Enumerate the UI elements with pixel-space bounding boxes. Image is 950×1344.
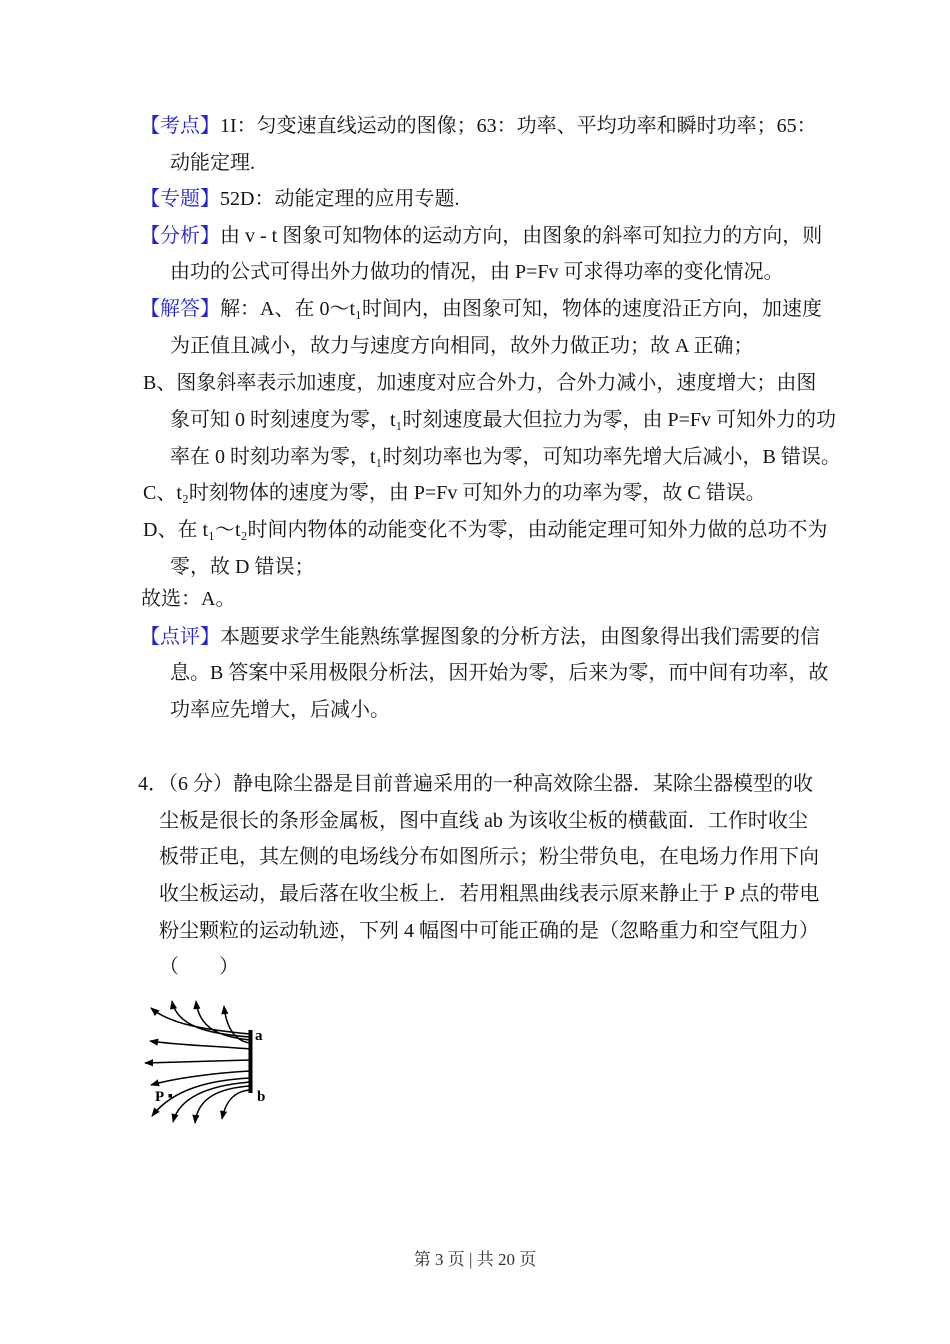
fenxi-line-1 <box>140 223 822 250</box>
dianping-line-3 <box>170 697 390 724</box>
text-segment: 由功的公式可得出外力做功的情况，由 P=Fv 可求得功率的变化情况。 <box>170 261 784 283</box>
question4-line-1 <box>138 771 813 798</box>
text-segment: 板带正电，其左侧的电场线分布如图所示；粉尘带负电，在电场力作用下向 <box>159 846 819 868</box>
text-segment: 收尘板运动，最后落在收尘板上．若用粗黑曲线表示原来静止于 P 点的带电 <box>159 883 820 905</box>
question4-line-3 <box>159 844 819 871</box>
question-figure <box>138 995 283 1135</box>
text-segment: 解：A、在 0～t₁时间内，由图象可知，物体的速度沿正方向，加速度 <box>220 298 822 320</box>
question4-line-2 <box>159 808 808 835</box>
question4-line-4 <box>159 881 819 908</box>
text-segment: 由 v - t 图象可知物体的运动方向，由图象的斜率可知拉力的方向，则 <box>220 225 823 247</box>
jieda-line-1 <box>140 296 822 323</box>
text-segment: 4．（6 分）静电除尘器是目前普遍采用的一种高效除尘器．某除尘器模型的收 <box>138 773 813 795</box>
jieda-line-2 <box>170 333 753 360</box>
text-segment: 故选：A。 <box>141 588 236 610</box>
text-segment: 本题要求学生能熟练掌握图象的分析方法，由图象得出我们需要的信 <box>220 626 820 648</box>
text-segment: 象可知 0 时刻速度为零，t₁时刻速度最大但拉力为零，由 P=Fv 可知外力的功 <box>170 409 837 431</box>
answer-line <box>141 586 235 613</box>
page-number: 第 3 页 | 共 20 页 <box>413 1250 537 1269</box>
text-segment: 52D：动能定理的应用专题. <box>220 188 460 210</box>
jieda-line-8 <box>170 554 314 581</box>
jieda-line-5 <box>170 444 841 471</box>
section-label: 【考点】 <box>140 115 220 137</box>
text-segment: 1I：匀变速直线运动的图像；63：功率、平均功率和瞬时功率；65： <box>220 115 817 137</box>
label-p: P <box>155 1089 165 1105</box>
text-segment: 动能定理. <box>170 152 255 174</box>
kaodian-line-1 <box>140 113 817 140</box>
text-segment: B、图象斜率表示加速度，加速度对应合外力，合外力减小，速度增大；由图 <box>143 372 817 394</box>
text-segment: 为正值且减小，故力与速度方向相同，故外力做正功；故 A 正确； <box>170 335 754 357</box>
section-label: 【分析】 <box>140 225 220 247</box>
text-segment: 尘板是很长的条形金属板，图中直线 ab 为该收尘板的横截面．工作时收尘 <box>159 810 808 832</box>
text-segment: 粉尘颗粒的运动轨迹，下列 4 幅图中可能正确的是（忽略重力和空气阻力） <box>159 920 819 942</box>
text-segment: D、在 t₁～t₂时间内物体的动能变化不为零，由动能定理可知外力做的总功不为 <box>143 519 828 541</box>
fenxi-line-2 <box>170 259 784 286</box>
point-p-dot <box>169 1094 173 1098</box>
text-segment: 功率应先增大，后减小。 <box>170 699 390 721</box>
text-segment: （ ） <box>159 956 239 978</box>
jieda-line-6 <box>143 480 766 507</box>
dianping-line-1 <box>140 624 820 651</box>
jieda-line-7 <box>143 517 828 544</box>
jieda-line-4 <box>170 407 836 434</box>
label-b: b <box>257 1089 266 1105</box>
question4-answer-blank <box>159 954 239 981</box>
section-label: 【点评】 <box>140 626 220 648</box>
field-line-diagram <box>138 995 283 1135</box>
kaodian-line-2 <box>170 150 255 177</box>
question4-line-5 <box>159 918 819 945</box>
text-segment: 零，故 D 错误； <box>170 556 315 578</box>
text-segment: 息。B 答案中采用极限分析法，因开始为零，后来为零，而中间有功率，故 <box>170 662 829 684</box>
zhuanti-line <box>140 186 459 213</box>
text-segment: 率在 0 时刻功率为零，t₁时刻功率也为零，可知功率先增大后减小，B 错误。 <box>170 446 841 468</box>
collection-plate <box>249 1030 253 1093</box>
text-segment: C、t₂时刻物体的速度为零，由 P=Fv 可知外力的功率为零，故 C 错误。 <box>143 482 766 504</box>
section-label: 【专题】 <box>140 188 220 210</box>
jieda-line-3 <box>143 370 816 397</box>
section-label: 【解答】 <box>140 298 220 320</box>
label-a: a <box>255 1028 263 1044</box>
dianping-line-2 <box>170 660 828 687</box>
